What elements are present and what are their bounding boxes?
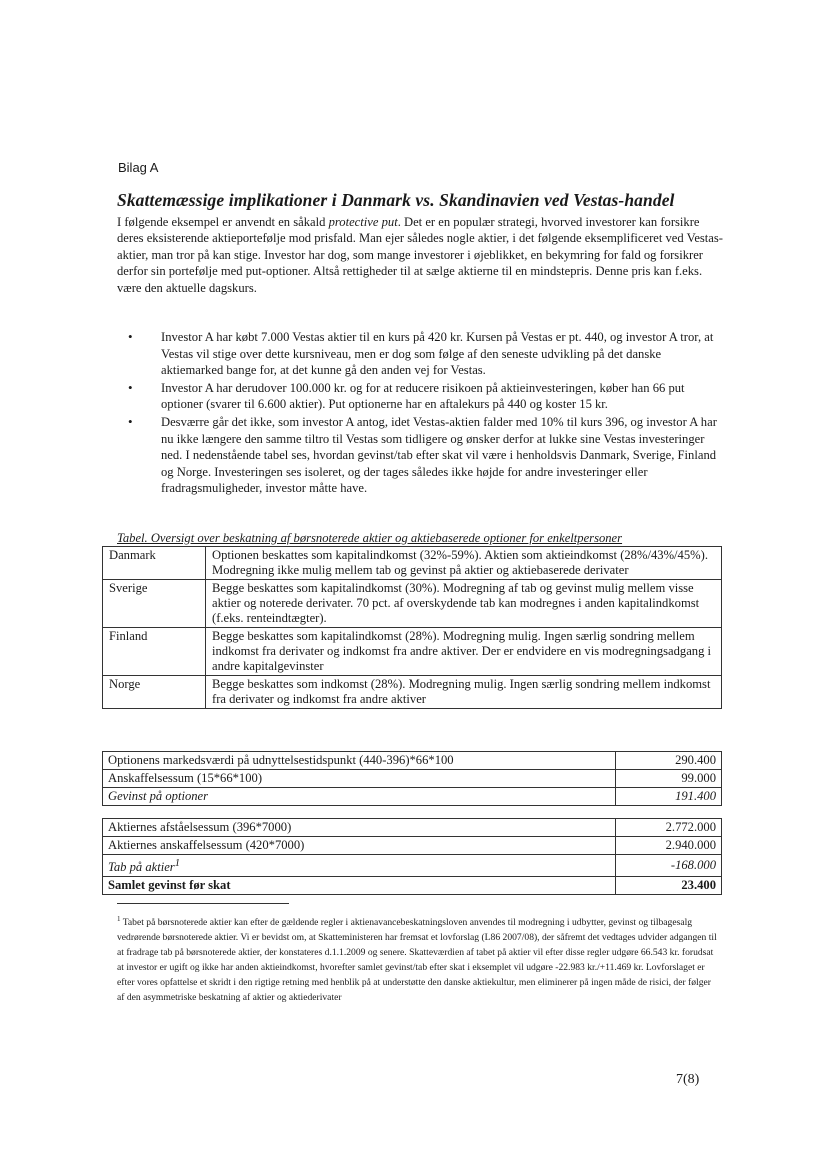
bullet-icon: •	[128, 413, 133, 429]
intro-text-1: I følgende eksempel er anvendt en såkald	[117, 215, 329, 229]
list-item	[117, 380, 725, 413]
rule-cell: Begge beskattes som kapitalindkomst (30%). Modregning af tab og gevinst mulig mellem visse aktier og noterede derivater. 70 pct. af overskydende tab kan modregnes i anden kapitalindkomst (f.eks. renteindtægter).	[206, 580, 722, 628]
table-row	[103, 855, 722, 877]
intro-italic-term: protective put	[328, 215, 398, 229]
table-row	[103, 628, 722, 676]
table-row	[103, 580, 722, 628]
calc-label-cell	[103, 855, 616, 877]
bullet-icon: •	[128, 379, 133, 395]
page-number: 7(8)	[676, 1072, 700, 1087]
calc-label: Aktiernes afståelsessum (396*7000)	[103, 819, 616, 837]
bullet-text: Investor A har derudover 100.000 kr. og for at reducere risikoen på aktieinvesteringen, køber han 66 put optioner (svarer til 6.600 aktier). Put optionerne har en aftalekurs på 440 og koster 15 kr.	[161, 380, 685, 412]
table-row	[103, 837, 722, 855]
bullet-list	[117, 329, 725, 498]
calc-label: Gevinst på optioner	[103, 788, 616, 806]
rule-cell: Optionen beskattes som kapitalindkomst (32%-59%). Aktien som aktieindkomst (28%/43%/45%). Modregning ikke mulig mellem tab og gevinst på aktier og aktiebaserede derivater	[206, 547, 722, 580]
list-item	[117, 329, 725, 379]
footnote-ref: 1	[174, 858, 180, 869]
table-row	[103, 676, 722, 709]
section-heading: Skattemæssige implikationer i Danmark vs. Skandinavien ved Vestas-handel	[117, 190, 675, 210]
country-cell: Norge	[103, 676, 206, 709]
footnote-text: Tabet på børsnoterede aktier kan efter de gældende regler i aktienavancebeskatningsloven anvendes til modregning i udbytter, gevinst og tilbagesalg vedrørende børsnoterede aktier. Vi er bevidst om, at Skatteministeren har fremsat et lovforslag (L86 2007/08), der såfremt det vedtages udvider adgangen til at fradrage tab på børsnoterede aktier, der konstateres d.1.1.2009 og senere. Skatteværdien af tabet på aktier vil efter disse regler udgøre 66.543 kr. forudsat at investor er ugift og ikke har anden aktieindkomst, hvorefter samlet gevinst/tab efter skat i eksemplet vil udgøre -22.983 kr./+11.469 kr. Lovforslaget er efter vores opfattelse et skridt i den rigtige retning med henblik på at understøtte den danske aktiekultur, men eliminerer på ingen måde de risici, der følger af den asymmetriske beskatning af aktier og aktiederivater	[117, 917, 717, 1004]
table-row	[103, 770, 722, 788]
calc-value: 99.000	[616, 770, 722, 788]
calc-label: Aktiernes anskaffelsessum (420*7000)	[103, 837, 616, 855]
calc-label: Anskaffelsessum (15*66*100)	[103, 770, 616, 788]
table-row	[103, 819, 722, 837]
list-item	[117, 414, 725, 497]
bullet-text: Investor A har købt 7.000 Vestas aktier til en kurs på 420 kr. Kursen på Vestas er pt. 440, og investor A tror, at Vestas vil stige over dette kursniveau, men er dog som følge af den seneste udvikling på det danske aktiemarked bange for, at det kunne gå den anden vej for Vestas.	[161, 330, 714, 378]
calculation-table	[102, 751, 722, 895]
calc-value: 191.400	[616, 788, 722, 806]
table-row	[103, 547, 722, 580]
appendix-label: Bilag A	[118, 160, 159, 175]
bullet-icon: •	[128, 329, 133, 344]
footnote-marker: 1	[117, 915, 121, 923]
table-row	[103, 788, 722, 806]
intro-paragraph	[117, 214, 723, 296]
bullet-text: Desværre går det ikke, som investor A antog, idet Vestas-aktien falder med 10% til kurs 396, og investor A har nu ikke længere den samme tiltro til Vestas som tidligere og ønsker derfor at lukke sine Vestas investeringer ned. I nedenstående tabel ses, hvordan gevinst/tab efter skat vil være i henholdsvis Danmark, Sverige, Finland og Norge. Investeringen ses isoleret, og der tages således ikke højde for andre investeringer eller fradragsmuligheder, investor måtte have.	[161, 414, 717, 496]
country-cell: Danmark	[103, 547, 206, 580]
calc-value: 290.400	[616, 752, 722, 770]
rule-cell: Begge beskattes som indkomst (28%). Modregning mulig. Ingen særlig sondring mellem indkomst fra derivater og indkomst fra andre aktiver	[206, 676, 722, 709]
table-row	[103, 877, 722, 895]
calc-value: 2.940.000	[616, 837, 722, 855]
rule-cell: Begge beskattes som kapitalindkomst (28%). Modregning mulig. Ingen særlig sondring mellem indkomst fra derivater og indkomst fra andre aktiver. Der er endvidere en vis modregningsadgang i andre kapitalgevinster	[206, 628, 722, 676]
footnote	[117, 912, 720, 1005]
country-cell: Finland	[103, 628, 206, 676]
intro-text-2: . Det er en populær strategi, hvorved investorer kan forsikre deres eksisterende aktieportefølje mod prisfald. Man ejer således nogle aktier, i det følgende eksemplificeret ved Vestas-aktier, man tror på kan stige. Investor har dog, som mange investorer i øjeblikket, en bekymring for fald og forsikrer derfor sin portefølje med put-optioner. Altså rettigheder til at sælge aktierne til en mindstepris. Denne pris kan f.eks. være den aktuelle dagskurs.	[117, 215, 723, 295]
table-row	[103, 752, 722, 770]
country-cell: Sverige	[103, 580, 206, 628]
footnote-divider	[117, 903, 289, 904]
calc-value: 2.772.000	[616, 819, 722, 837]
calc-label: Optionens markedsværdi på udnyttelsestidspunkt (440-396)*66*100	[103, 752, 616, 770]
calc-label: Tab på aktier	[108, 860, 175, 875]
calc-value: -168.000	[616, 855, 722, 877]
calc-value: 23.400	[616, 877, 722, 895]
table-caption: Tabel. Oversigt over beskatning af børsnoterede aktier og aktiebaserede optioner for enkeltpersoner	[117, 531, 623, 545]
tax-comparison-table	[102, 546, 722, 709]
table-spacer	[103, 806, 722, 819]
calc-label: Samlet gevinst før skat	[103, 877, 616, 895]
